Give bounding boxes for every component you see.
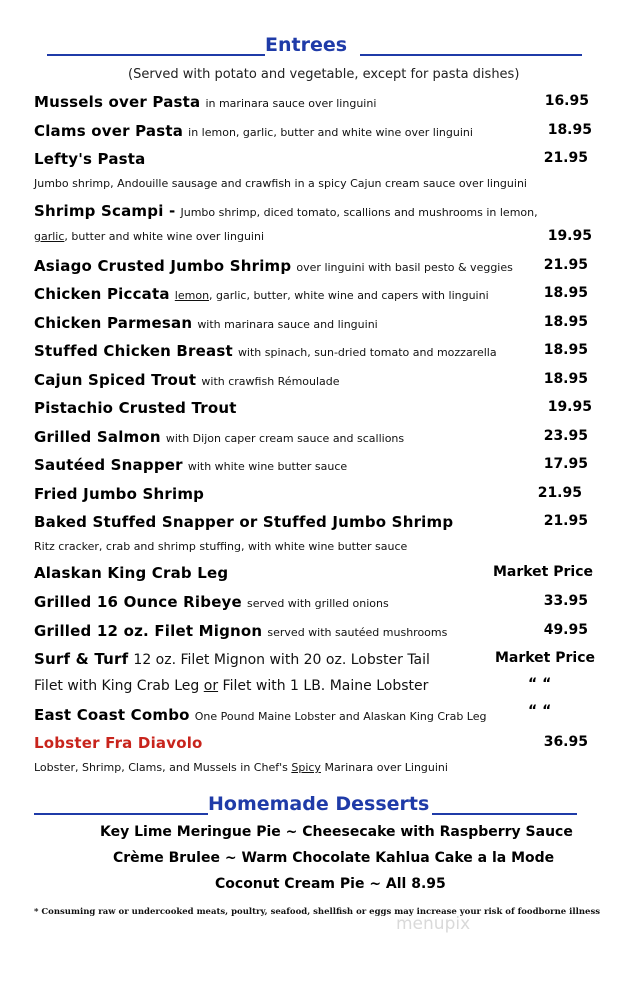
menu-item-asiago-shrimp xyxy=(34,256,513,275)
item-desc: Jumbo shrimp, diced tomato, scallions and mushrooms in lemon, xyxy=(180,206,538,219)
menu-item-cajun-trout xyxy=(34,370,340,389)
menu-item-clams xyxy=(34,121,473,140)
item-name: Lobster Fra Diavolo xyxy=(34,734,203,752)
menu-item-stuffed-chicken xyxy=(34,341,497,360)
health-warning-note: * Consuming raw or undercooked meats, poultry, seafood, shellfish or eggs may increase your risk of foodborne illness xyxy=(34,907,601,917)
menu-item-baked-stuffed xyxy=(34,512,453,531)
item-name: Stuffed Chicken Breast xyxy=(34,342,233,360)
entrees-subtitle: (Served with potato and vegetable, except for pasta dishes) xyxy=(128,67,520,82)
item-name: Asiago Crusted Jumbo Shrimp xyxy=(34,257,292,275)
item-price: 16.95 xyxy=(544,93,589,109)
item-price: Market Price xyxy=(494,650,595,666)
item-price: 19.95 xyxy=(547,228,592,244)
menu-item-sauteed-snapper xyxy=(34,455,347,474)
item-desc: over linguini with basil pesto & veggies xyxy=(296,261,513,274)
desserts-title: Homemade Desserts xyxy=(208,793,430,815)
item-name: Fried Jumbo Shrimp xyxy=(34,485,205,503)
item-price: 18.95 xyxy=(543,342,588,358)
item-desc-continued: garlic, butter and white wine over linguini xyxy=(34,230,264,243)
menu-item-filet-mignon xyxy=(34,621,447,640)
watermark: menupix xyxy=(396,914,471,934)
item-price-ditto: “ “ xyxy=(528,676,552,692)
item-name: Chicken Piccata xyxy=(34,285,170,303)
menu-item-fried-shrimp xyxy=(34,484,204,503)
item-desc: Jumbo shrimp, Andouille sausage and crawfish in a spicy Cajun cream sauce over linguini xyxy=(34,177,527,190)
item-price: 18.95 xyxy=(543,285,588,301)
item-desc: 12 oz. Filet Mignon with 20 oz. Lobster Tail xyxy=(133,652,430,668)
item-desc: with white wine butter sauce xyxy=(187,460,348,473)
item-name: Chicken Parmesan xyxy=(34,314,193,332)
item-price: 17.95 xyxy=(543,456,588,472)
item-name: Shrimp Scampi - xyxy=(34,202,176,220)
item-desc: in lemon, garlic, butter and white wine over linguini xyxy=(188,126,473,139)
item-price: 18.95 xyxy=(543,371,588,387)
menu-item-east-coast-combo xyxy=(34,705,486,724)
item-price: 33.95 xyxy=(543,593,588,609)
item-price: 49.95 xyxy=(543,622,588,638)
menu-item-mussels xyxy=(34,92,376,111)
item-name: Lefty's Pasta xyxy=(34,150,146,168)
desserts-rule-right xyxy=(432,813,577,815)
dessert-line-2: Crème Brulee ~ Warm Chocolate Kahlua Cake a la Mode xyxy=(113,850,555,866)
item-name: Baked Stuffed Snapper or Stuffed Jumbo Shrimp xyxy=(34,513,454,531)
entrees-rule-right xyxy=(360,54,582,56)
item-price: 23.95 xyxy=(543,428,588,444)
item-name: Sautéed Snapper xyxy=(34,456,183,474)
item-name: Pistachio Crusted Trout xyxy=(34,399,237,417)
item-desc: Ritz cracker, crab and shrimp stuffing, with white wine butter sauce xyxy=(34,540,408,553)
item-desc: served with sautéed mushrooms xyxy=(267,626,448,639)
entrees-title: Entrees xyxy=(265,34,348,56)
menu-item-king-crab xyxy=(34,563,228,582)
item-price: 19.95 xyxy=(547,399,592,415)
item-desc: with Dijon caper cream sauce and scallions xyxy=(165,432,405,445)
menu-item-chicken-parmesan xyxy=(34,313,378,332)
menu-item-lobster-fra-diavolo xyxy=(34,733,203,752)
item-desc: with marinara sauce and linguini xyxy=(197,318,378,331)
item-name: East Coast Combo xyxy=(34,706,190,724)
menu-item-surf-turf xyxy=(34,649,430,668)
menu-item-pistachio-trout xyxy=(34,398,237,417)
dessert-line-1: Key Lime Meringue Pie ~ Cheesecake with Raspberry Sauce xyxy=(100,824,573,840)
item-name: Grilled 12 oz. Filet Mignon xyxy=(34,622,263,640)
item-price: 18.95 xyxy=(547,122,592,138)
item-desc: with crawfish Rémoulade xyxy=(201,375,340,388)
item-price: 36.95 xyxy=(543,734,588,750)
dessert-line-3: Coconut Cream Pie ~ All 8.95 xyxy=(215,876,446,892)
menu-item-leftys-pasta xyxy=(34,149,145,168)
item-desc: in marinara sauce over linguini xyxy=(205,97,377,110)
item-desc: One Pound Maine Lobster and Alaskan King Crab Leg xyxy=(194,710,487,723)
item-name: Cajun Spiced Trout xyxy=(34,371,197,389)
item-price: 21.95 xyxy=(543,513,588,529)
item-desc: with spinach, sun-dried tomato and mozzarella xyxy=(237,346,497,359)
item-name: Alaskan King Crab Leg xyxy=(34,564,229,582)
item-price: 21.95 xyxy=(537,485,582,501)
item-price: 18.95 xyxy=(543,314,588,330)
item-name: Grilled 16 Ounce Ribeye xyxy=(34,593,242,611)
item-price: 21.95 xyxy=(543,150,588,166)
entrees-rule-left xyxy=(47,54,265,56)
item-name: Clams over Pasta xyxy=(34,122,184,140)
item-desc: served with grilled onions xyxy=(247,597,389,610)
item-price: Market Price xyxy=(492,564,593,580)
item-name: Surf & Turf xyxy=(34,650,129,668)
item-name: Mussels over Pasta xyxy=(34,93,201,111)
menu-item-filet-combo: Filet with King Crab Leg or Filet with 1 LB. Maine Lobster xyxy=(34,678,429,694)
item-price-ditto: “ “ xyxy=(528,703,552,719)
menu-item-ribeye xyxy=(34,592,389,611)
item-name: Grilled Salmon xyxy=(34,428,161,446)
menu-item-grilled-salmon xyxy=(34,427,404,446)
item-desc: Lobster, Shrimp, Clams, and Mussels in Chef's Spicy Marinara over Linguini xyxy=(34,761,448,774)
menu-item-shrimp-scampi xyxy=(34,201,538,220)
item-price: 21.95 xyxy=(543,257,588,273)
desserts-rule-left xyxy=(34,813,208,815)
menu-item-chicken-piccata: Chicken Piccata lemon, garlic, butter, white wine and capers with linguini xyxy=(34,285,489,303)
